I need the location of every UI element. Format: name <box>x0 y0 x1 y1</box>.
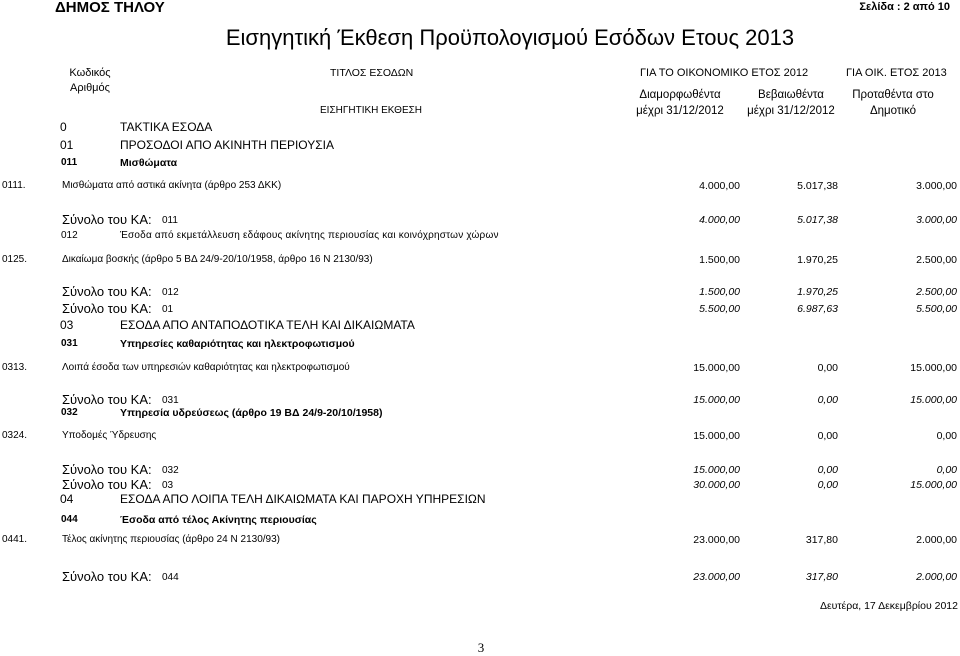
subtotal-code: 044 <box>162 572 179 583</box>
formed-amount: 30.000,00 <box>693 479 740 491</box>
formed-amount: 1.500,00 <box>699 254 740 266</box>
subtotal-code: 03 <box>162 480 174 491</box>
certified-amount: 0,00 <box>817 394 838 406</box>
certified-amount: 1.970,25 <box>797 254 838 266</box>
certified-amount: 317,80 <box>805 534 838 546</box>
subtotal-code: 031 <box>162 395 179 406</box>
category-row <box>0 491 960 507</box>
column-header-code: Κωδικός <box>69 67 111 79</box>
subtotal-label: Σύνολο του ΚΑ: <box>62 462 152 477</box>
column-header-number: Αριθμός <box>70 82 110 94</box>
subcategory-code: 012 <box>61 230 78 241</box>
category-row <box>0 317 960 333</box>
subtotal-code: 032 <box>162 465 179 476</box>
proposed-amount: 15.000,00 <box>910 362 957 374</box>
subcategory-title: Υπηρεσίες καθαριότητας και ηλεκτροφωτισμού <box>120 338 355 350</box>
proposed-amount: 0,00 <box>936 464 957 476</box>
subtotal-row <box>0 301 960 317</box>
subtotal-row <box>0 284 960 300</box>
subcategory-code: 031 <box>61 338 78 349</box>
formed-amount: 23.000,00 <box>693 534 740 546</box>
category-title: ΤΑΚΤΙΚΑ ΕΣΟΔΑ <box>120 120 213 134</box>
subtotal-label: Σύνολο του ΚΑ: <box>62 569 152 584</box>
item-title: Λοιπά έσοδα των υπηρεσιών καθαριότητας και ηλεκτροφωτισμού <box>62 362 350 373</box>
category-code: 0 <box>60 120 67 134</box>
item-title: Τέλος ακίνητης περιουσίας (άρθρο 24 Ν 2130/93) <box>62 534 280 545</box>
formed-amount: 4.000,00 <box>699 214 740 226</box>
item-code: 0125. <box>2 254 28 265</box>
column-header-certified-date: μέχρι 31/12/2012 <box>747 105 835 117</box>
subcategory-code: 032 <box>61 407 78 418</box>
subcategory-title: Μισθώματα <box>120 157 178 169</box>
formed-amount: 4.000,00 <box>699 180 740 192</box>
certified-amount: 1.970,25 <box>797 286 838 298</box>
subtotal-row <box>0 462 960 478</box>
subtotal-label: Σύνολο του ΚΑ: <box>62 212 152 227</box>
column-header-proposed-council: Δημοτικό <box>869 105 917 117</box>
certified-amount: 317,80 <box>805 571 838 583</box>
column-group-fiscal-2012: ΓΙΑ ΤΟ ΟΙΚΟΝΟΜΙΚΟ ΕΤΟΣ 2012 <box>640 67 809 79</box>
item-code: 0111. <box>2 180 26 191</box>
formed-amount: 15.000,00 <box>693 394 740 406</box>
certified-amount: 0,00 <box>817 479 838 491</box>
proposed-amount: 2.000,00 <box>916 571 957 583</box>
category-code: 04 <box>60 492 74 506</box>
subtotal-row <box>0 212 960 228</box>
municipality-name: ΔΗΜΟΣ ΤΗΛΟΥ <box>55 0 165 16</box>
subcategory-code: 044 <box>61 514 78 525</box>
category-title: ΕΣΟΔΑ ΑΠΟ ΛΟΙΠΑ ΤΕΛΗ ΔΙΚΑΙΩΜΑΤΑ ΚΑΙ ΠΑΡΟΧΗ ΥΠΗΡΕΣΙΩΝ <box>120 492 486 506</box>
category-title: ΕΣΟΔΑ ΑΠΟ ΑΝΤΑΠΟΔΟΤΙΚΑ ΤΕΛΗ ΚΑΙ ΔΙΚΑΙΩΜΑΤΑ <box>120 318 415 332</box>
formed-amount: 15.000,00 <box>693 464 740 476</box>
page-number: 3 <box>477 640 485 655</box>
category-row <box>0 119 960 135</box>
column-group-fiscal-2013: ΓΙΑ ΟΙΚ. ΕΤΟΣ 2013 <box>846 67 947 79</box>
subcategory-row <box>0 405 960 421</box>
subcategory-row <box>0 155 960 171</box>
revenue-item-row <box>0 428 960 444</box>
column-header-formed: Διαμορφωθέντα <box>639 89 721 101</box>
subcategory-row <box>0 228 960 244</box>
item-code: 0441. <box>2 534 28 545</box>
certified-amount: 6.987,63 <box>797 303 838 315</box>
report-title: Εισηγητική Έκθεση Προϋπολογισμού Εσόδων Ετους 2013 <box>225 25 795 50</box>
certified-amount: 5.017,38 <box>797 180 838 192</box>
category-title: ΠΡΟΣΟΔΟΙ ΑΠΟ ΑΚΙΝΗΤΗ ΠΕΡΙΟΥΣΙΑ <box>120 138 335 152</box>
certified-amount: 5.017,38 <box>797 214 838 226</box>
revenue-item-row <box>0 532 960 548</box>
report-date: Δευτέρα, 17 Δεκεμβρίου 2012 <box>819 600 958 612</box>
certified-amount: 0,00 <box>817 464 838 476</box>
proposed-amount: 2.000,00 <box>916 534 957 546</box>
category-code: 03 <box>60 318 74 332</box>
formed-amount: 15.000,00 <box>693 430 740 442</box>
revenue-item-row <box>0 178 960 194</box>
formed-amount: 23.000,00 <box>693 571 740 583</box>
proposed-amount: 3.000,00 <box>916 214 957 226</box>
subtotal-code: 012 <box>162 287 179 298</box>
column-header-report: ΕΙΣΗΓΗΤΙΚΗ ΕΚΘΕΣΗ <box>320 105 423 116</box>
formed-amount: 1.500,00 <box>699 286 740 298</box>
subcategory-title: Υπηρεσία υδρεύσεως (άρθρο 19 ΒΔ 24/9-20/10/1958) <box>120 407 383 419</box>
subcategory-row <box>0 336 960 352</box>
subcategory-code: 011 <box>61 157 78 168</box>
subcategory-row <box>0 512 960 528</box>
column-header-proposed: Προταθέντα στο <box>852 89 934 101</box>
subcategory-title: Έσοδα από εκμετάλλευση εδάφους ακίνητης περιουσίας και κοινόχρηστων χώρων <box>120 230 499 241</box>
item-code: 0324. <box>2 430 28 441</box>
column-header-formed-date: μέχρι 31/12/2012 <box>636 105 724 117</box>
proposed-amount: 15.000,00 <box>910 394 957 406</box>
subcategory-title: Έσοδα από τέλος Ακίνητης περιουσίας <box>120 514 317 526</box>
column-header-revenue-title: ΤΙΤΛΟΣ ΕΣΟΔΩΝ <box>330 67 414 79</box>
proposed-amount: 5.500,00 <box>916 303 957 315</box>
proposed-amount: 0,00 <box>936 430 957 442</box>
certified-amount: 0,00 <box>817 362 838 374</box>
proposed-amount: 15.000,00 <box>910 479 957 491</box>
item-title: Δικαίωμα βοσκής (άρθρο 5 ΒΔ 24/9-20/10/1958, άρθρο 16 Ν 2130/93) <box>62 254 373 265</box>
subtotal-code: 01 <box>162 304 174 315</box>
certified-amount: 0,00 <box>817 430 838 442</box>
subtotal-label: Σύνολο του ΚΑ: <box>62 284 152 299</box>
revenue-item-row <box>0 360 960 376</box>
subtotal-row <box>0 569 960 585</box>
column-header-certified: Βεβαιωθέντα <box>758 89 824 101</box>
subtotal-code: 011 <box>162 215 178 226</box>
subtotal-label: Σύνολο του ΚΑ: <box>62 301 152 316</box>
item-title: Υποδομές Ύδρευσης <box>62 430 157 441</box>
category-code: 01 <box>60 138 74 152</box>
item-title: Μισθώματα από αστικά ακίνητα (άρθρο 253 ΔΚΚ) <box>62 180 282 191</box>
subtotal-label: Σύνολο του ΚΑ: <box>62 477 152 492</box>
proposed-amount: 2.500,00 <box>916 254 957 266</box>
formed-amount: 15.000,00 <box>693 362 740 374</box>
category-row <box>0 137 960 153</box>
formed-amount: 5.500,00 <box>699 303 740 315</box>
subtotal-label: Σύνολο του ΚΑ: <box>62 392 152 407</box>
proposed-amount: 2.500,00 <box>916 286 957 298</box>
proposed-amount: 3.000,00 <box>916 180 957 192</box>
page-indicator: Σελίδα : 2 από 10 <box>859 1 950 13</box>
revenue-item-row <box>0 252 960 268</box>
item-code: 0313. <box>2 362 28 373</box>
